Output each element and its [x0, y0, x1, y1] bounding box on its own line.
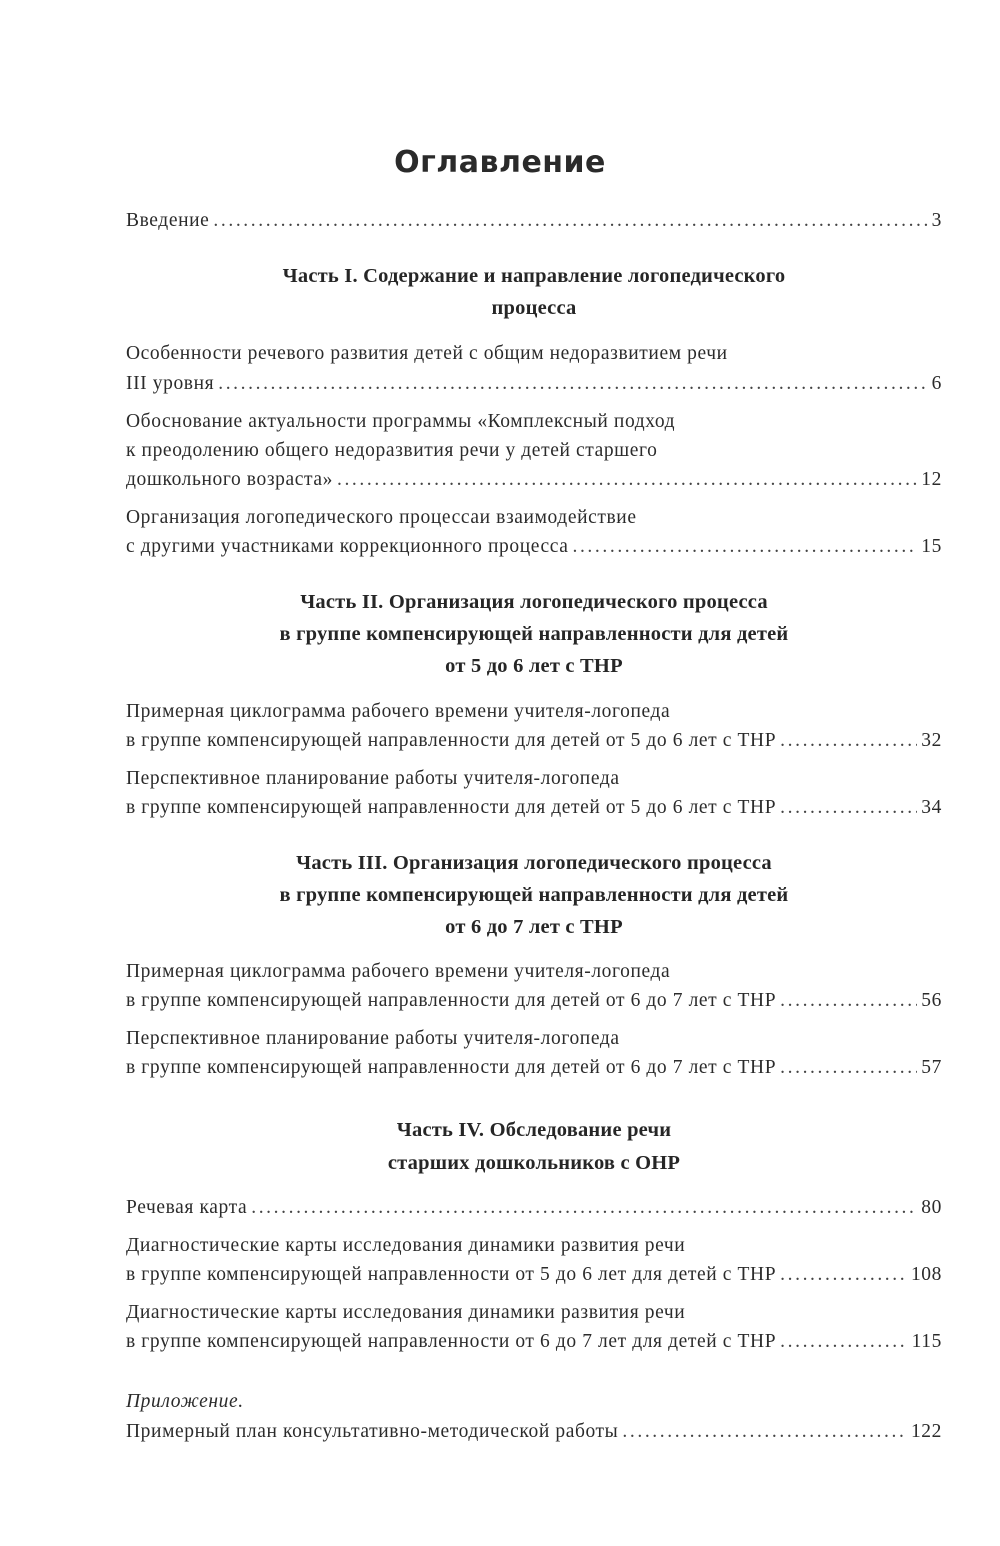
toc-entry[interactable]: [126, 370, 942, 398]
entry-text: Введение: [126, 210, 210, 231]
entry-line[interactable]: Диагностические карты исследования динамики развития речи: [126, 1235, 686, 1256]
part-3-heading-line-1: Часть III. Организация логопедического процесса: [296, 852, 772, 874]
entry-text: в группе компенсирующей направленности для детей от 5 до 6 лет с ТНР: [126, 797, 777, 818]
dot-leader: [780, 1328, 908, 1356]
entry-text: Речевая карта: [126, 1197, 248, 1218]
part-1-heading-line-1: Часть I. Содержание и направление логопедического: [282, 265, 786, 287]
entry-line[interactable]: Особенности речевого развития детей с общим недоразвитием речи: [126, 343, 728, 364]
toc-entry[interactable]: [126, 533, 942, 561]
toc-entry[interactable]: [126, 1261, 942, 1289]
entry-text: в группе компенсирующей направленности для детей от 6 до 7 лет с ТНР: [126, 990, 777, 1011]
dot-leader: [780, 1261, 907, 1289]
entry-text: дошкольного возраста»: [126, 469, 333, 490]
page-number: 115: [911, 1331, 942, 1352]
toc-entry[interactable]: [126, 1194, 942, 1222]
dot-leader: [780, 794, 917, 822]
entry-text: с другими участниками коррекционного процесса: [126, 536, 569, 557]
page-number: 15: [921, 536, 942, 557]
entry-text: в группе компенсирующей направленности от 5 до 6 лет для детей с ТНР: [126, 1264, 777, 1285]
part-3-heading-line-2: в группе компенсирующей направленности для детей: [279, 884, 789, 906]
page-number: 32: [921, 730, 942, 751]
toc-entry[interactable]: [126, 466, 942, 494]
toc-entry[interactable]: [126, 727, 942, 755]
dot-leader: [622, 1418, 907, 1446]
entry-text: Примерный план консультативно-методической работы: [126, 1421, 619, 1442]
page-number: 122: [910, 1421, 942, 1442]
part-2-heading-line-2: в группе компенсирующей направленности для детей: [279, 623, 789, 645]
entry-text: в группе компенсирующей направленности для детей от 5 до 6 лет с ТНР: [126, 730, 777, 751]
entry-line[interactable]: к преодолению общего недоразвития речи у детей старшего: [126, 440, 658, 461]
toc-entry[interactable]: [126, 1054, 942, 1082]
dot-leader: [780, 727, 917, 755]
page-number: 12: [921, 469, 942, 490]
toc-entry[interactable]: [126, 987, 942, 1015]
part-4-heading-line-2: старших дошкольников с ОНР: [387, 1152, 681, 1174]
dot-leader: [337, 466, 917, 494]
dot-leader: [572, 533, 917, 561]
page-number: 80: [921, 1197, 942, 1218]
part-3-heading-line-3: от 6 до 7 лет с ТНР: [445, 916, 623, 938]
entry-line[interactable]: Примерная циклограмма рабочего времени учителя-логопеда: [126, 701, 671, 722]
dot-leader: [213, 207, 927, 235]
part-4-heading-line-1: Часть IV. Обследование речи: [396, 1119, 672, 1141]
page-number: 3: [931, 210, 942, 231]
toc-entry[interactable]: [126, 207, 942, 235]
page-number: 57: [921, 1057, 942, 1078]
dot-leader: [780, 987, 917, 1015]
toc-entry[interactable]: [126, 794, 942, 822]
entry-line[interactable]: Перспективное планирование работы учителя-логопеда: [126, 768, 620, 789]
page-number: 108: [910, 1264, 942, 1285]
toc-entry[interactable]: [126, 1418, 942, 1446]
part-2-heading-line-1: Часть II. Организация логопедического процесса: [300, 591, 768, 613]
entry-text: III уровня: [126, 373, 215, 394]
entry-line[interactable]: Обоснование актуальности программы «Комплексный подход: [126, 411, 676, 432]
page-number: 56: [921, 990, 942, 1011]
dot-leader: [251, 1194, 917, 1222]
dot-leader: [780, 1054, 917, 1082]
appendix-label: Приложение.: [126, 1391, 244, 1412]
dot-leader: [218, 370, 927, 398]
part-1-heading-line-2: процесса: [491, 297, 577, 319]
part-2-heading-line-3: от 5 до 6 лет с ТНР: [445, 655, 623, 677]
entry-text: в группе компенсирующей направленности для детей от 6 до 7 лет с ТНР: [126, 1057, 777, 1078]
entry-line[interactable]: Организация логопедического процессаи взаимодействие: [126, 507, 637, 528]
page-number: 6: [931, 373, 942, 394]
entry-line[interactable]: Диагностические карты исследования динамики развития речи: [126, 1302, 686, 1323]
toc-entry[interactable]: [126, 1328, 942, 1356]
page-title: Оглавление: [394, 145, 606, 180]
page-number: 34: [921, 797, 942, 818]
entry-text: в группе компенсирующей направленности от 6 до 7 лет для детей с ТНР: [126, 1331, 777, 1352]
entry-line[interactable]: Перспективное планирование работы учителя-логопеда: [126, 1028, 620, 1049]
entry-line[interactable]: Примерная циклограмма рабочего времени учителя-логопеда: [126, 961, 671, 982]
